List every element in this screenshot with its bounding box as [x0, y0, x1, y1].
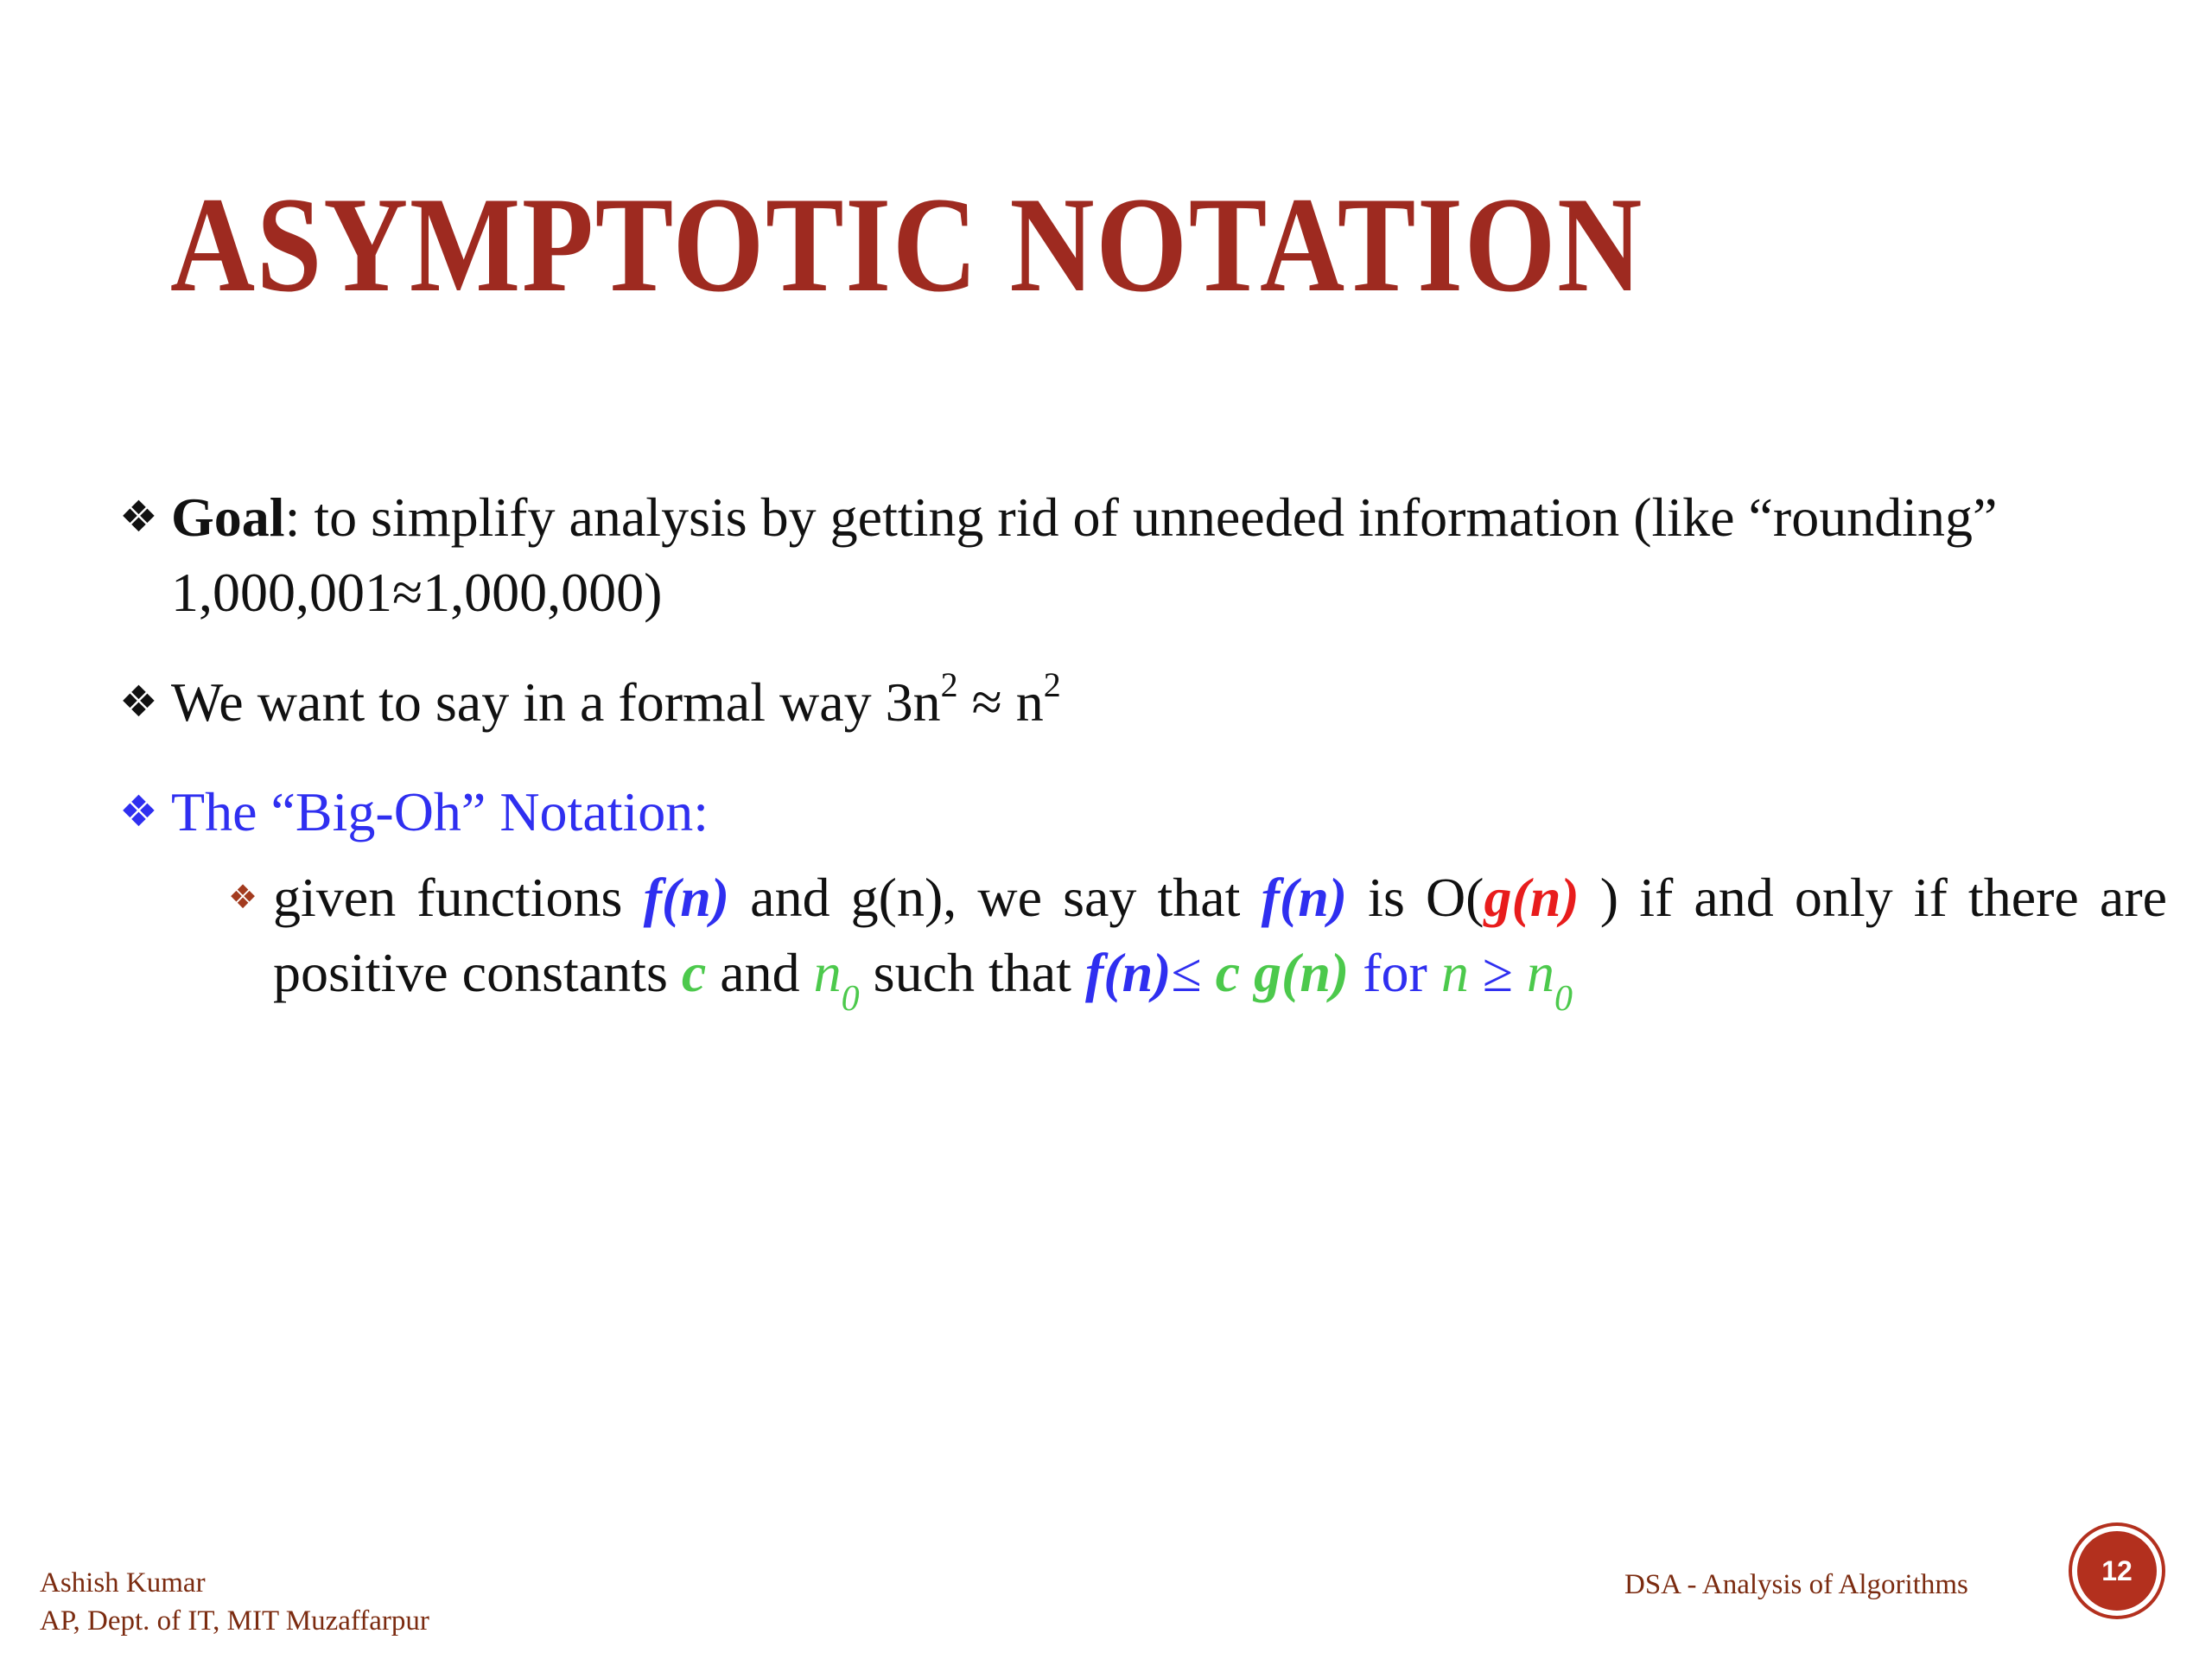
bullet-goal [119, 480, 2167, 630]
diamond-sub-bullet-icon: ❖ [228, 878, 258, 916]
c-times-g-n: c g(n) [1215, 942, 1350, 1003]
footer-author: Ashish Kumar [40, 1567, 206, 1599]
approx-text: ≈ n [957, 671, 1044, 733]
footer-author-block [40, 1564, 429, 1640]
n0-subscript: 0 [841, 978, 860, 1019]
n0-base: n [1526, 942, 1554, 1003]
def-part: ) if and only if there are positive constants [273, 867, 2168, 1003]
for-word: for [1349, 942, 1441, 1003]
def-part: and [706, 942, 814, 1003]
def-part: such that [859, 942, 1085, 1003]
slide-content [119, 480, 2168, 1019]
page-number: 12 [2101, 1554, 2133, 1586]
bullet-big-oh [119, 774, 2167, 849]
bullet-formal-way [119, 664, 2167, 740]
formal-text: We want to say in a formal way 3n [171, 671, 941, 733]
big-oh-heading: The “Big-Oh” Notation: [171, 781, 709, 842]
function-f-n: f(n) [1261, 867, 1348, 928]
constant-n0 [813, 942, 860, 1019]
constant-n0 [1526, 942, 1573, 1019]
geq-symbol: ≥ [1468, 942, 1527, 1003]
function-f-n: f(n) [1084, 942, 1172, 1003]
constant-c: c [681, 942, 707, 1003]
diamond-bullet-icon: ❖ [119, 677, 158, 727]
footer-affiliation: AP, Dept. of IT, MIT Muzaffarpur [40, 1605, 429, 1637]
function-g-n: g(n) [1484, 867, 1580, 928]
diamond-bullet-icon: ❖ [119, 492, 158, 542]
def-part: and g(n), we say that [729, 867, 1262, 928]
page-number-badge [2072, 1526, 2162, 1616]
superscript-2: 2 [940, 664, 958, 704]
n0-base: n [813, 942, 842, 1003]
diamond-bullet-icon: ❖ [119, 786, 158, 836]
goal-text: : to simplify analysis by getting rid of unneeded information (like “rounding” 1,000,001≈1,000,000) [171, 486, 1998, 623]
leq-symbol: ≤ [1171, 942, 1216, 1003]
sub-bullet-definition [228, 860, 2168, 1019]
goal-label: Goal [171, 486, 285, 548]
def-part: given functions [273, 867, 644, 928]
n0-subscript: 0 [1554, 978, 1573, 1019]
footer-course: DSA - Analysis of Algorithms [1624, 1569, 1968, 1600]
function-f-n: f(n) [643, 867, 730, 928]
superscript-2: 2 [1043, 664, 1061, 704]
slide-title: ASYMPTOTIC NOTATION [170, 169, 1643, 321]
def-part: is O( [1347, 867, 1484, 928]
variable-n: n [1440, 942, 1469, 1003]
